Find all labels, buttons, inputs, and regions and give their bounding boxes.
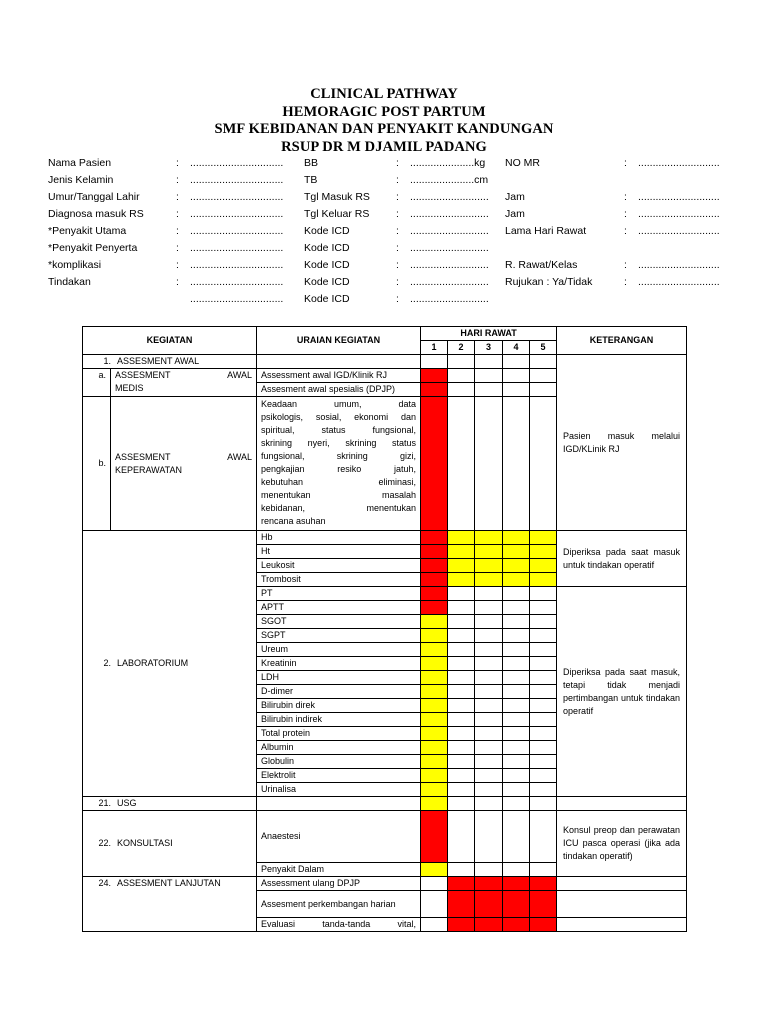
table-row [83, 797, 687, 811]
info-field: : [624, 191, 627, 203]
table-row [83, 811, 687, 863]
info-field: ............................ [638, 225, 720, 237]
info-field: ................................ [190, 225, 284, 237]
info-field: Kode ICD [304, 259, 350, 271]
uraian-item: Elektrolit [257, 769, 421, 783]
uraian-item: Kreatinin [257, 657, 421, 671]
row-letter: a. [83, 369, 111, 397]
uraian-item: PT [257, 587, 421, 601]
uraian-line: fungsional, skrining gizi, [261, 451, 417, 461]
info-field: *komplikasi [48, 259, 102, 271]
uraian-line: rencana asuhan [261, 516, 326, 526]
keterangan-lab: Diperiksa pada saat masuk, tetapi tidak menjadi pertimbangan untuk tindakan operatif [557, 587, 687, 797]
info-field: : [176, 174, 179, 186]
pathway-table [82, 326, 687, 932]
info-row [0, 242, 768, 259]
uraian-line: pengkajian resiko jatuh, [261, 464, 417, 474]
info-field: Kode ICD [304, 276, 350, 288]
uraian-line: skrining nyeri, skrining status [261, 438, 417, 448]
info-row [0, 208, 768, 225]
uraian-item: LDH [257, 671, 421, 685]
keterangan-konsultasi: Konsul preop dan perawatan ICU pasca operasi (jika ada tindakan operatif) [557, 811, 687, 877]
info-field: Tgl Keluar RS [304, 208, 370, 220]
section-title-usg: 21. USG [83, 797, 257, 811]
info-field: ................................ [190, 242, 284, 254]
info-field: *Penyakit Utama [48, 225, 127, 237]
uraian-item: Assesment perkembangan harian [257, 891, 421, 918]
info-field: ......................kg [410, 157, 486, 169]
uraian-item: Trombosit [257, 573, 421, 587]
info-field: Jam [505, 208, 525, 220]
document-title-block [0, 86, 768, 156]
info-field: ................................ [190, 259, 284, 271]
keterangan-assesment: Pasien masuk melalui IGD/KLinik RJ [557, 355, 687, 531]
info-field: ................................ [190, 208, 284, 220]
info-row [0, 191, 768, 208]
uraian-item: Bilirubin direk [257, 699, 421, 713]
info-field: ................................ [190, 293, 284, 305]
info-field: R. Rawat/Kelas [505, 259, 578, 271]
uraian-line: psikologis, sosial, ekonomi dan [261, 412, 417, 422]
day-header: 4 [503, 341, 530, 355]
uraian-item: Assessment ulang DPJP [257, 877, 421, 891]
info-field: : [624, 157, 627, 169]
info-field: : [624, 276, 627, 288]
info-field: ............................ [638, 276, 720, 288]
info-field: : [396, 174, 399, 186]
info-row [0, 174, 768, 191]
uraian-line: kebutuhan eliminasi, [261, 477, 417, 487]
title-line-1: CLINICAL PATHWAY [310, 86, 458, 102]
info-field: ........................... [410, 191, 489, 203]
day-header: 5 [530, 341, 557, 355]
header-hari-rawat: HARI RAWAT [421, 327, 557, 341]
info-field: Lama Hari Rawat [505, 225, 587, 237]
info-field: NO MR [505, 157, 540, 169]
info-field: Kode ICD [304, 293, 350, 305]
info-field: ........................... [410, 242, 489, 254]
info-field: : [624, 225, 627, 237]
info-field: ........................... [410, 225, 489, 237]
title-line-2: HEMORAGIC POST PARTUM [282, 103, 486, 120]
info-field: ................................ [190, 191, 284, 203]
uraian-item: Leukosit [257, 559, 421, 573]
info-field: ............................ [638, 191, 720, 203]
uraian-line: kebidanan, menentukan [261, 503, 417, 513]
info-field: Tgl Masuk RS [304, 191, 370, 203]
uraian-item: Assesment awal spesialis (DPJP) [257, 383, 421, 397]
info-field: ............................ [638, 208, 720, 220]
info-field: : [396, 242, 399, 254]
info-field: : [176, 208, 179, 220]
info-field: ................................ [190, 276, 284, 288]
info-field: : [176, 157, 179, 169]
uraian-item: SGOT [257, 615, 421, 629]
uraian-item: Globulin [257, 755, 421, 769]
info-field: : [396, 225, 399, 237]
info-field: Umur/Tanggal Lahir [48, 191, 140, 203]
info-field: : [176, 276, 179, 288]
info-field: ................................ [190, 157, 284, 169]
info-field: ........................... [410, 276, 489, 288]
info-field: : [176, 225, 179, 237]
info-field: : [176, 242, 179, 254]
uraian-item: Hb [257, 531, 421, 545]
uraian-line: Keadaan umum, data [261, 399, 417, 409]
uraian-item: Albumin [257, 741, 421, 755]
info-field: : [624, 208, 627, 220]
uraian-item: Evaluasi tanda-tanda vital, [257, 918, 421, 932]
section-title-konsultasi: 22. KONSULTASI [83, 811, 257, 877]
info-row [0, 157, 768, 174]
table-row [83, 877, 687, 891]
uraian-line: menentukan masalah [261, 490, 417, 500]
info-field: : [176, 259, 179, 271]
uraian-item: Bilirubin indirek [257, 713, 421, 727]
uraian-item: Ureum [257, 643, 421, 657]
info-field: : [396, 191, 399, 203]
uraian-item: Urinalisa [257, 783, 421, 797]
uraian-item: Assessment awal IGD/Klinik RJ [257, 369, 421, 383]
info-field: Kode ICD [304, 225, 350, 237]
keterangan-lab: Diperiksa pada saat masuk untuk tindakan operatif [557, 531, 687, 587]
section-title-lanjutan: 24. ASSESMENT LANJUTAN [83, 877, 257, 932]
info-field: ............................ [638, 157, 720, 169]
row-letter: b. [83, 397, 111, 531]
patient-info-section [0, 157, 768, 310]
section-title-laboratorium: 2. LABORATORIUM [83, 531, 257, 797]
uraian-item: SGPT [257, 629, 421, 643]
assesment-keperawatan-label: ASSESMENT AWAL KEPERAWATAN [111, 397, 257, 531]
info-field: Jam [505, 191, 525, 203]
info-field: ........................... [410, 293, 489, 305]
info-field: : [396, 208, 399, 220]
info-field: Tindakan [48, 276, 91, 288]
day-header: 1 [421, 341, 448, 355]
info-field: : [396, 259, 399, 271]
uraian-item: Ht [257, 545, 421, 559]
day-header: 2 [448, 341, 475, 355]
day-header: 3 [475, 341, 503, 355]
section-title-assesment-awal: 1. ASSESMENT AWAL [83, 355, 257, 369]
title-line-3: SMF KEBIDANAN DAN PENYAKIT KANDUNGAN [214, 121, 554, 137]
header-uraian: URAIAN KEGIATAN [257, 327, 421, 355]
uraian-item: Total protein [257, 727, 421, 741]
info-field: : [176, 191, 179, 203]
info-field: Jenis Kelamin [48, 174, 114, 186]
info-field: ........................... [410, 208, 489, 220]
info-field: Diagnosa masuk RS [48, 208, 144, 220]
uraian-line: spiritual, status fungsional, [261, 425, 417, 435]
uraian-item: APTT [257, 601, 421, 615]
info-field: : [396, 276, 399, 288]
assesment-medis-label: ASSESMENT AWAL MEDIS [111, 369, 257, 397]
info-row [0, 259, 768, 276]
info-field: ......................cm [410, 174, 489, 186]
info-field: : [396, 293, 399, 305]
table-row [83, 531, 687, 545]
info-field: ............................ [638, 259, 720, 271]
info-row [0, 293, 768, 310]
info-field: Nama Pasien [48, 157, 112, 169]
table-row [83, 355, 687, 369]
info-field: BB [304, 157, 319, 169]
info-field: TB [304, 174, 318, 186]
uraian-item: Penyakit Dalam [257, 863, 421, 877]
header-kegiatan: KEGIATAN [83, 327, 257, 355]
info-field: Kode ICD [304, 242, 350, 254]
info-field: ................................ [190, 174, 284, 186]
info-row [0, 225, 768, 242]
info-field: *Penyakit Penyerta [48, 242, 138, 254]
title-line-4: RSUP DR M DJAMIL PADANG [281, 138, 487, 155]
info-field: ........................... [410, 259, 489, 271]
header-keterangan: KETERANGAN [557, 327, 687, 355]
info-field: : [624, 259, 627, 271]
info-row [0, 276, 768, 293]
info-field: : [396, 157, 399, 169]
uraian-item: D-dimer [257, 685, 421, 699]
uraian-item: Anaestesi [257, 811, 421, 863]
info-field: Rujukan : Ya/Tidak [505, 276, 593, 288]
uraian-keperawatan [257, 397, 421, 531]
